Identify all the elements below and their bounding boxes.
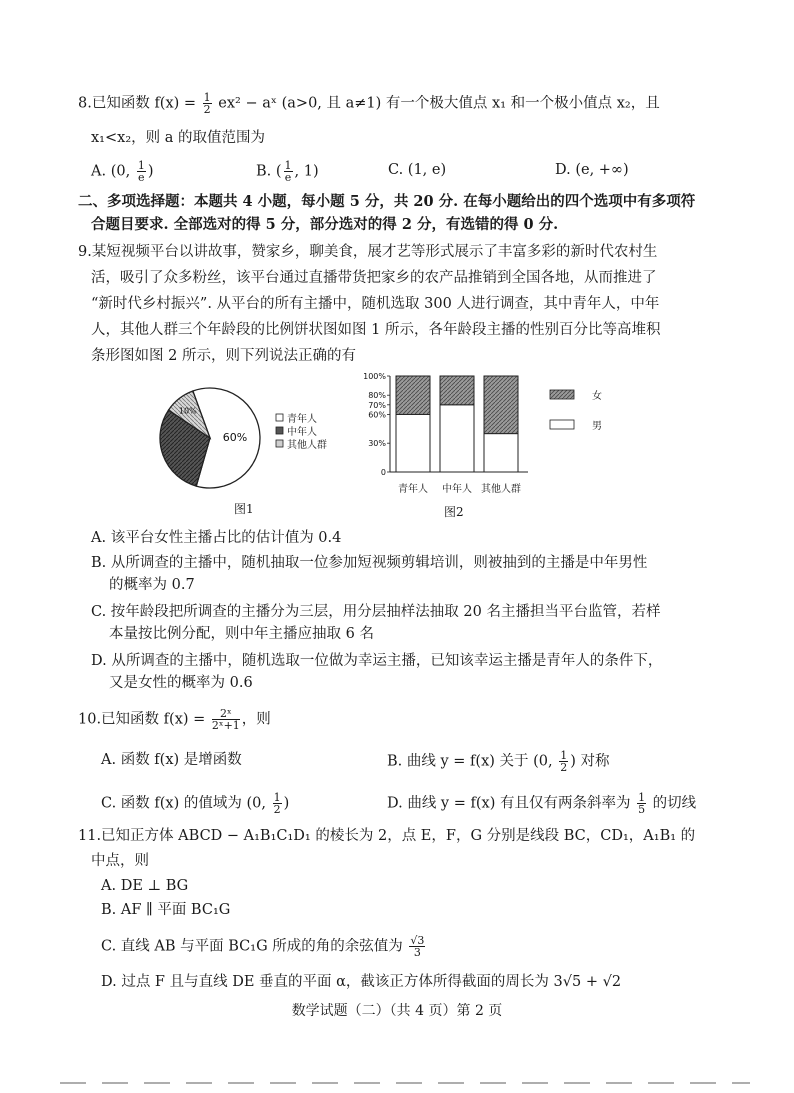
q8-option-b-text: ( [275,163,282,180]
q9-line4: 人，其他人群三个年龄段的比例饼状图如图 1 所示，各年龄段主播的性别百分比等高堆积 [91,322,661,338]
q9-option-c-line1: C. 按年龄段把所调查的主播分为三层，用分层抽样法抽取 20 名主播担当平台监管，若样 [91,604,661,620]
frac-den: e [138,171,145,184]
q10-option-a: A. 函数 f(x) 是增函数 [101,752,242,768]
y-tick-label: 0 [380,468,386,477]
frac-den: 2ˣ+1 [211,719,240,732]
figure2-caption: 图2 [444,505,464,519]
q11-option-a: A. DE ⊥ BG [101,878,189,894]
q8-frac-num: 1 [203,91,211,104]
y-tick-label: 100% [363,372,386,381]
q8-line2: x₁<x₂，则 a 的取值范围为 [91,130,265,146]
q11-c-frac [409,935,425,958]
q9-option-d-line2: 又是女性的概率为 0.6 [109,675,253,691]
legend-female-label: 女 [592,391,602,402]
q11-option-c [101,935,427,958]
figure1-caption: 图1 [234,502,254,516]
q8-option-b-close: , 1) [294,163,319,180]
q8-option-a [91,160,153,183]
q10-fraction [212,708,240,731]
frac-den: 5 [638,803,646,816]
q10-option-b [387,750,610,773]
q9-option-a: A. 该平台女性主播占比的估计值为 0.4 [91,530,342,546]
q10-b-prefix: B. 曲线 y = f(x) 关于 (0, [387,753,558,770]
pie-legend-label-2: 其他人群 [287,440,327,451]
q9-option-b-line2: 的概率为 0.7 [109,577,195,593]
q8-option-b [256,160,319,183]
pie-legend-swatch-2 [276,440,283,447]
frac-num: 1 [273,791,281,804]
bar-female-1 [440,376,474,405]
frac-den: e [284,171,292,184]
q8-option-d-text: (e, +∞) [575,162,629,178]
legend-male-swatch [550,420,574,429]
q9-option-c-line2: 本量按比例分配，则中年主播应抽取 6 名 [109,626,374,642]
bar-male-2 [484,434,518,472]
q8-option-b-frac [284,160,293,183]
q10-b-suffix: ) 对称 [570,753,610,770]
q11-c-prefix: C. 直线 AB 与平面 BC₁G 所成的角的余弦值为 [101,938,408,955]
pie-label-0: 60% [222,431,248,445]
q11-line1: 11.已知正方体 ABCD − A₁B₁C₁D₁ 的棱长为 2，点 E，F，G 分别是线段 BC，CD₁，A₁B₁ 的 [78,828,696,844]
q10-c-frac [273,792,282,815]
scan-edge-dashes [60,1082,750,1084]
q8-frac-den: 2 [203,103,211,116]
bar-male-1 [440,405,474,472]
q8-option-d [555,160,629,180]
frac-num: 1 [560,749,568,762]
y-tick-label: 30% [368,439,386,449]
bar-female-2 [484,376,518,434]
q11-line2: 中点，则 [91,853,149,869]
pie-legend-label-1: 中年人 [287,427,317,438]
q10-d-suffix: 的切线 [648,795,697,812]
bar-category-label: 青年人 [398,484,428,495]
q8-stem-rest: ex² − aˣ (a>0, 且 a≠1) 有一个极大值点 x₁ 和一个极小值点 x₂，且 [213,95,660,112]
y-tick-label: 70% [368,400,386,410]
q8-stem-start: 8.已知函数 f(x) = [78,95,201,112]
figure1-pie-chart [158,370,373,520]
q10-d-prefix: D. 曲线 y = f(x) 有且仅有两条斜率为 [387,795,636,812]
q8-option-d-label: D. [555,162,571,178]
frac-den: 2 [560,761,568,774]
q8-option-c-text: (1, e) [407,162,447,178]
q9-line5: 条形图如图 2 所示，则下列说法正确的有 [91,348,356,364]
q10-b-frac [559,750,568,773]
q10-c-suffix: ) [283,795,290,812]
bar-female-0 [396,376,430,414]
frac-num: 1 [638,791,646,804]
figure2-stacked-bar-chart [355,366,635,498]
pie-label-2: 10% [178,406,197,416]
bar-category-label: 其他人群 [481,484,521,495]
q10-option-c [101,792,289,815]
frac-num: 1 [284,159,292,172]
q9-option-d-line1: D. 从所调查的主播中，随机选取一位做为幸运主播，已知该幸运主播是青年人的条件下， [91,653,663,669]
pie-legend-swatch-1 [276,427,283,434]
q11-option-d: D. 过点 F 且与直线 DE 垂直的平面 α，截该正方体所得截面的周长为 3√5 + √2 [101,974,622,990]
q10-c-prefix: C. 函数 f(x) 的值域为 (0, [101,795,271,812]
legend-male-label: 男 [592,421,602,432]
q8-option-a-label: A. [91,163,107,180]
frac-num: 1 [137,159,145,172]
q11-option-b: B. AF ∥ 平面 BC₁G [101,902,231,918]
q10-stem [78,708,271,731]
frac-den: 3 [413,946,421,959]
q8-option-a-frac [137,160,146,183]
q10-option-d [387,792,696,815]
q9-line1: 9.某短视频平台以讲故事，赞家乡，聊美食，展才艺等形式展示了丰富多彩的新时代农村生 [78,244,658,260]
frac-den: 2 [273,803,281,816]
q8-option-c-label: C. [388,162,404,178]
q8-option-b-label: B. [256,163,272,180]
q8-fraction [203,92,212,115]
pie-legend-label-0: 青年人 [287,414,317,425]
page-footer: 数学试题（二）（共 4 页）第 2 页 [291,1003,503,1019]
q10-d-frac [637,792,646,815]
q9-option-b-line1: B. 从所调查的主播中，随机抽取一位参加短视频剪辑培训，则被抽到的主播是中年男性 [91,555,648,571]
q10-stem-suffix: ，则 [241,711,271,728]
q10-stem-prefix: 10.已知函数 f(x) = [78,711,210,728]
bar-male-0 [396,414,430,472]
q9-line3: “新时代乡村振兴”. 从平台的所有主播中，随机选取 300 人进行调查，其中青年人，中年 [91,296,660,312]
q8-option-a-close: ) [147,163,154,180]
bar-category-label: 中年人 [442,484,472,495]
q8-option-a-text: (0, [110,163,135,180]
section2-line2: 合题目要求. 全部选对的得 5 分，部分选对的得 2 分，有选错的得 0 分. [91,216,559,233]
q8-line1 [78,92,660,115]
q9-line2: 活，吸引了众多粉丝，该平台通过直播带货把家乡的农产品推销到全国各地，从而推进了 [91,270,657,286]
y-tick-label: 80% [368,391,386,401]
y-tick-label: 60% [368,410,386,420]
frac-num: √3 [410,934,425,947]
pie-legend-swatch-0 [276,414,283,421]
legend-female-swatch [550,390,574,399]
section2-line1: 二、多项选择题：本题共 4 小题，每小题 5 分，共 20 分. 在每小题给出的四个选项中有多项符 [78,193,696,210]
q8-option-c [388,160,446,180]
frac-num: 2ˣ [212,708,240,720]
